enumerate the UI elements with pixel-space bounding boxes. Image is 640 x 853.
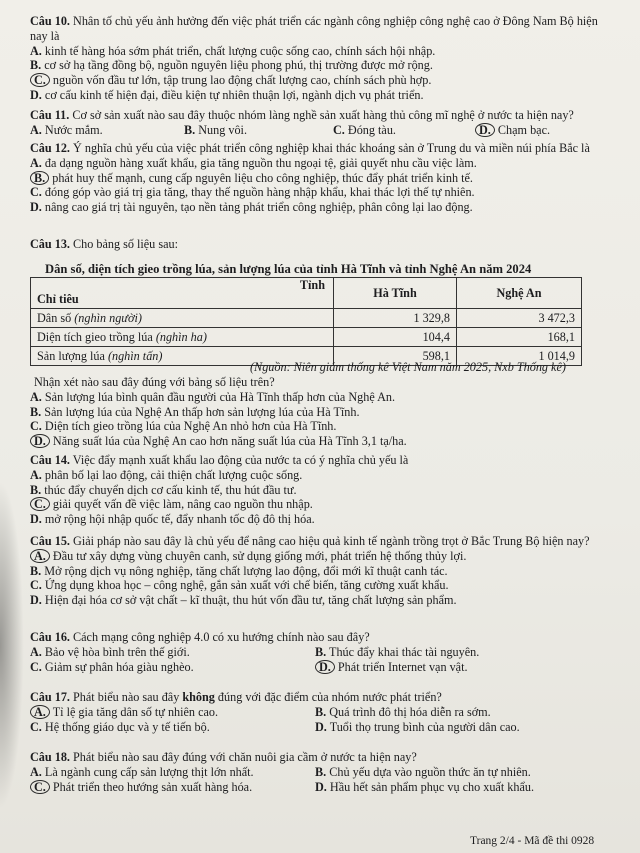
col-ha-tinh: Hà Tĩnh bbox=[334, 278, 457, 309]
q14-option-d: D. mở rộng hội nhập quốc tế, đẩy nhanh tốc độ đô thị hóa. bbox=[30, 512, 315, 527]
q16-option-d: D. Phát triển Internet vạn vật. bbox=[315, 660, 615, 675]
q12-option-b: B. phát huy thế mạnh, cung cấp nguyên liệu cho công nghiệp, thúc đẩy phát triển kinh tế. bbox=[30, 171, 615, 186]
answer-circle: A. bbox=[30, 549, 50, 563]
q15-option-d: D. Hiện đại hóa cơ sở vật chất – kĩ thuật, thu hút vốn đầu tư, tăng chất lượng sản phẩm. bbox=[30, 593, 457, 608]
q13-option-c: C. Diện tích gieo trồng lúa của Nghệ An nhỏ hơn của Hà Tĩnh. bbox=[30, 419, 337, 434]
q11-options bbox=[30, 123, 615, 138]
answer-circle: C. bbox=[30, 73, 50, 87]
answer-circle: D. bbox=[30, 434, 50, 448]
question-15-stem: Câu 15. Giải pháp nào sau đây là chủ yếu để nâng cao hiệu quả kinh tế ngành trồng trọt ở Bắc Trung Bộ hiện nay? bbox=[30, 534, 590, 548]
q16-option-b: B. Thúc đẩy khai thác tài nguyên. bbox=[315, 644, 480, 659]
q14-option-c: C. giải quyết vấn đề việc làm, nâng cao nguồn thu nhập. bbox=[30, 497, 615, 512]
q10-option-c: C. nguồn vốn đầu tư lớn, tập trung lao động chất lượng cao, chính sách phù hợp. bbox=[30, 73, 615, 88]
q14-option-b: B. thúc đẩy chuyển dịch cơ cấu kinh tế, thu hút đầu tư. bbox=[30, 482, 297, 497]
data-table bbox=[30, 277, 582, 366]
q12-option-a: A. đa dạng nguồn hàng xuất khẩu, gia tăng nguồn thu ngoại tệ, giải quyết nhu cầu việc làm. bbox=[30, 155, 477, 170]
question-16-stem: Câu 16. Cách mạng công nghiệp 4.0 có xu hướng chính nào sau đây? bbox=[30, 630, 370, 644]
q15-option-c: C. Ứng dụng khoa học – công nghệ, gắn sản xuất với chế biến, tăng cường xuất khẩu. bbox=[30, 578, 449, 593]
q16-option-c: C. Giảm sự phân hóa giàu nghèo. bbox=[30, 659, 194, 674]
question-10 bbox=[30, 14, 615, 103]
answer-circle: A. bbox=[30, 705, 50, 719]
question-11-stem: Câu 11. Cơ sở sản xuất nào sau đây thuộc nhóm làng nghề sản xuất hàng thủ công mĩ nghệ ở nước ta hiện nay? bbox=[30, 108, 574, 122]
q11-option-a: A. Nước mắm. bbox=[30, 122, 103, 137]
answer-circle: C. bbox=[30, 497, 50, 511]
q12-option-c: C. đóng góp vào giá trị gia tăng, thay thế nguồn hàng nhập khẩu, khai thác lợi thế tự nhiên. bbox=[30, 185, 475, 200]
table-corner-cell: Tỉnh Chỉ tiêu bbox=[31, 278, 334, 309]
question-12-stem: Câu 12. Ý nghĩa chủ yếu của việc phát triển công nghiệp khai thác khoáng sản ở Trung du và miền núi phía Bắc là bbox=[30, 141, 590, 155]
q17-option-a: A. Tỉ lệ gia tăng dân số tự nhiên cao. bbox=[30, 705, 305, 720]
question-17 bbox=[30, 690, 615, 734]
q13-option-d: D. Năng suất lúa của Nghệ An cao hơn năng suất lúa của Hà Tĩnh 3,1 tạ/ha. bbox=[30, 434, 615, 449]
question-11 bbox=[30, 108, 615, 138]
question-13-options bbox=[30, 375, 615, 449]
question-13-stem: Câu 13. Cho bảng số liệu sau: bbox=[30, 237, 178, 251]
q18-options bbox=[30, 765, 615, 795]
q10-option-a: A. kinh tế hàng hóa sớm phát triển, chất lượng cuộc sống cao, chính sách hội nhập. bbox=[30, 43, 436, 58]
q11-option-d: D. Chạm bạc. bbox=[475, 123, 639, 138]
table-row: Diện tích gieo trồng lúa (nghìn ha) 104,4 168,1 bbox=[31, 328, 582, 347]
q11-option-c: C. Đóng tàu. bbox=[333, 122, 396, 137]
q17-option-b: B. Quá trình đô thị hóa diễn ra sớm. bbox=[315, 704, 491, 719]
question-18 bbox=[30, 750, 615, 794]
question-10-stem: Câu 10. Nhân tố chủ yếu ảnh hưởng đến việc phát triển các ngành công nghiệp công nghệ cao ở Đông Nam Bộ hiện nay là bbox=[30, 14, 598, 43]
table-title: Dân số, diện tích gieo trồng lúa, sản lượng lúa của tỉnh Hà Tĩnh và tỉnh Nghệ An năm 2024 bbox=[45, 262, 532, 276]
q17-options bbox=[30, 705, 615, 735]
q13-option-b: B. Sản lượng lúa của Nghệ An thấp hơn sản lượng lúa của Hà Tĩnh. bbox=[30, 404, 360, 419]
q15-option-a: A. Đầu tư xây dựng vùng chuyên canh, sử dụng giống mới, phát triển hệ thống thủy lợi. bbox=[30, 549, 615, 564]
question-13-prompt: Nhận xét nào sau đây đúng với bảng số liệu trên? bbox=[34, 375, 275, 389]
col-nghe-an: Nghệ An bbox=[457, 278, 582, 309]
question-15 bbox=[30, 534, 615, 608]
q18-option-c: C. Phát triển theo hướng sản xuất hàng hóa. bbox=[30, 780, 305, 795]
q16-option-a: A. Bảo vệ hòa bình trên thế giới. bbox=[30, 644, 190, 659]
answer-circle: C. bbox=[30, 780, 50, 794]
q17-option-c: C. Hệ thống giáo dục và y tế tiến bộ. bbox=[30, 719, 210, 734]
question-13 bbox=[30, 237, 615, 252]
q18-option-b: B. Chủ yếu dựa vào nguồn thức ăn tự nhiên. bbox=[315, 764, 531, 779]
q16-options bbox=[30, 645, 615, 675]
table-row: Dân số (nghìn người) 1 329,8 3 472,3 bbox=[31, 309, 582, 328]
table-row: Sản lượng lúa (nghìn tấn) 598,1 1 014,9 bbox=[31, 347, 582, 366]
question-14 bbox=[30, 453, 615, 527]
q10-option-b: B. cơ sở hạ tầng đồng bộ, nguồn nguyên liệu phong phú, thị trường được mở rộng. bbox=[30, 58, 433, 73]
q18-option-a: A. Là ngành cung cấp sản lượng thịt lớn nhất. bbox=[30, 764, 254, 779]
q18-option-d: D. Hầu hết sản phẩm phục vụ cho xuất khẩu. bbox=[315, 779, 534, 794]
table-header-row bbox=[31, 278, 582, 309]
answer-circle: D. bbox=[315, 660, 335, 674]
table-source: (Nguồn: Niên giám thống kê Việt Nam năm 2025, Nxb Thống kê) bbox=[250, 360, 566, 374]
question-12 bbox=[30, 141, 615, 215]
q14-option-a: A. phân bố lại lao động, cải thiện chất lượng cuộc sống. bbox=[30, 467, 303, 482]
question-18-stem: Câu 18. Phát biểu nào sau đây đúng với chăn nuôi gia cầm ở nước ta hiện nay? bbox=[30, 750, 417, 764]
answer-circle: B. bbox=[30, 171, 49, 185]
q17-option-d: D. Tuổi thọ trung bình của người dân cao. bbox=[315, 719, 520, 734]
q15-option-b: B. Mở rộng dịch vụ nông nghiệp, tăng chất lượng lao động, đổi mới kĩ thuật canh tác. bbox=[30, 563, 448, 578]
question-16 bbox=[30, 630, 615, 674]
page-footer: Trang 2/4 - Mã đề thi 0928 bbox=[470, 835, 595, 847]
q12-option-d: D. nâng cao giá trị tài nguyên, tạo nền tảng phát triển công nghiệp, phân công lại lao động. bbox=[30, 200, 473, 215]
q10-option-d: D. cơ cấu kinh tế hiện đại, điều kiện tự nhiên thuận lợi, ngành dịch vụ phát triển. bbox=[30, 87, 424, 102]
answer-circle: D. bbox=[475, 123, 495, 137]
q11-option-b: B. Nung vôi. bbox=[184, 122, 247, 137]
question-14-stem: Câu 14. Việc đẩy mạnh xuất khẩu lao động của nước ta có ý nghĩa chủ yếu là bbox=[30, 453, 409, 467]
question-17-stem: Câu 17. Phát biểu nào sau đây không đúng với đặc điểm của nhóm nước phát triển? bbox=[30, 690, 442, 704]
page-shadow bbox=[0, 480, 24, 810]
q13-option-a: A. Sản lượng lúa bình quân đầu người của Hà Tĩnh thấp hơn của Nghệ An. bbox=[30, 389, 396, 404]
